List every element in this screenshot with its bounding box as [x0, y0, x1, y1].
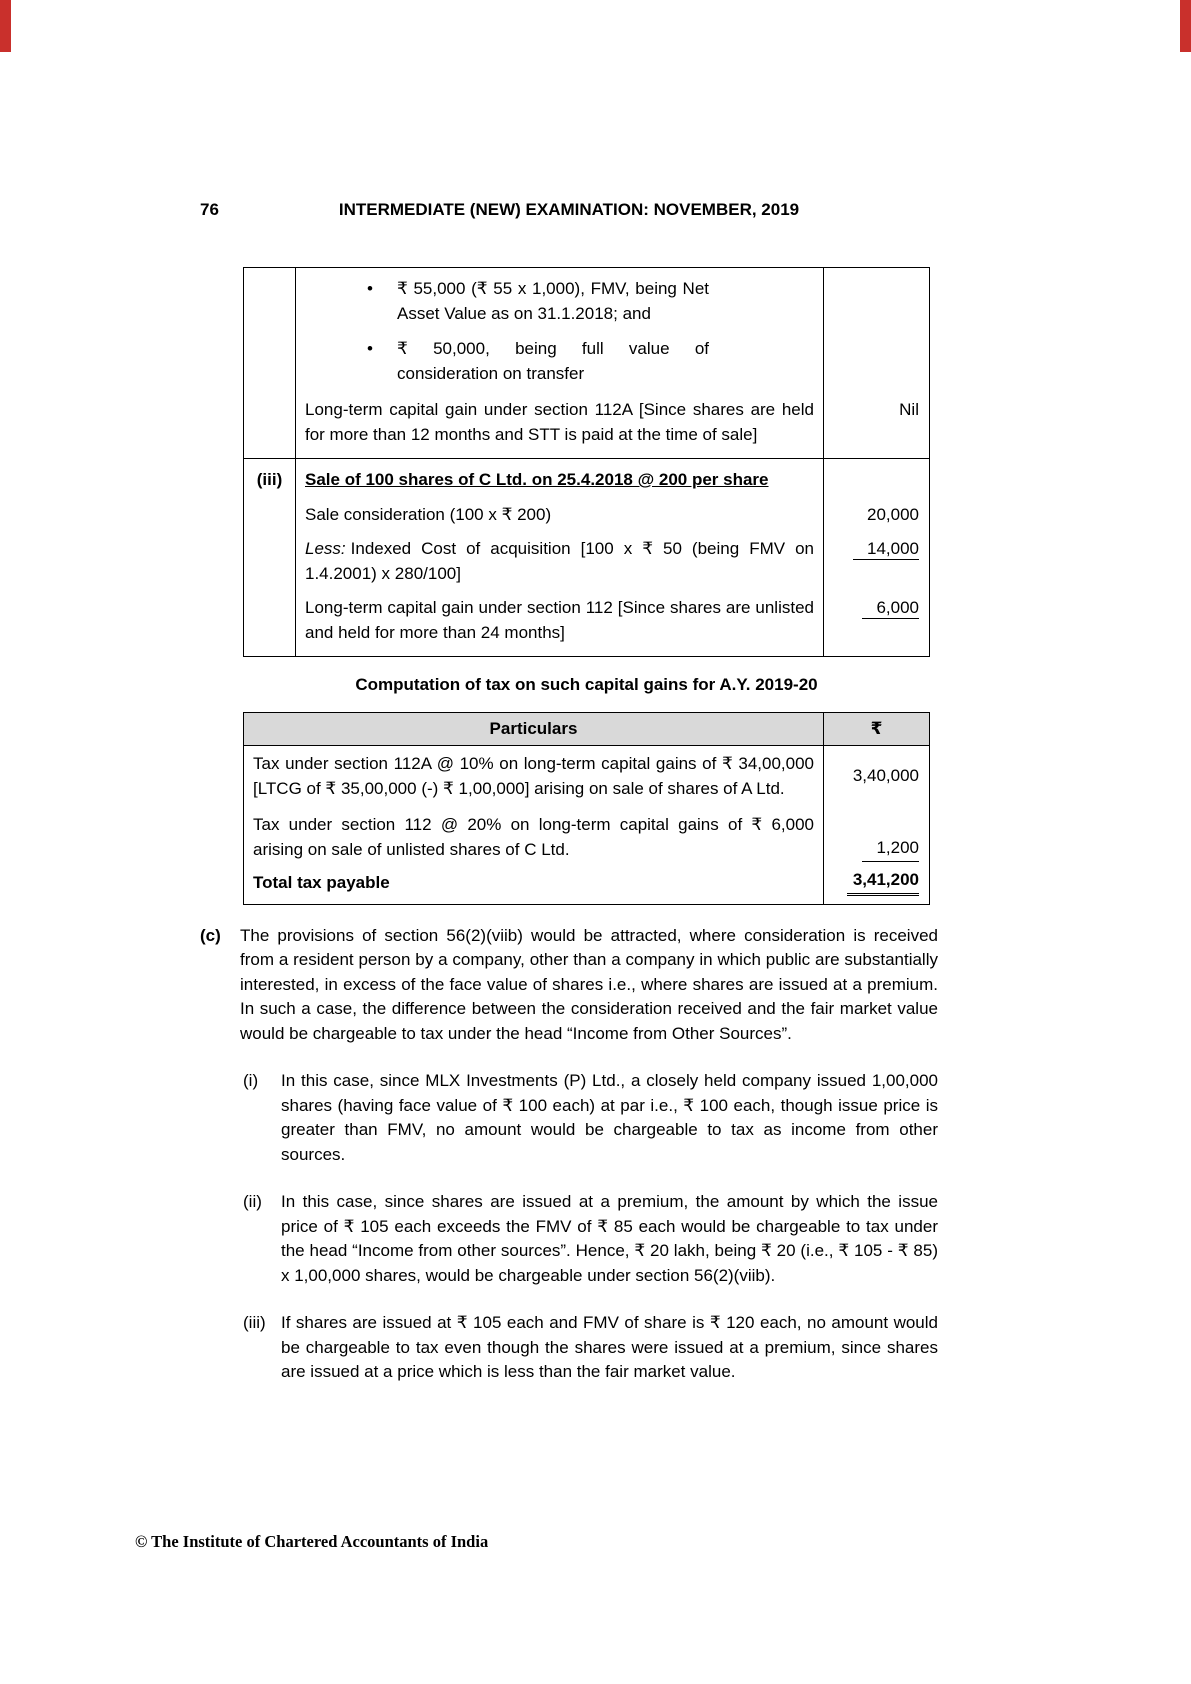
- copyright-footer: © The Institute of Chartered Accountants of India: [135, 1532, 489, 1551]
- ltcg-112-amount: 6,000: [862, 598, 919, 619]
- table-row-sale-consideration: [244, 498, 929, 533]
- bullet-text: ₹ 55,000 (₹ 55 x 1,000), FMV, being Net Asset Value as on 31.1.2018; and: [397, 279, 709, 323]
- tax-row-112: [244, 807, 929, 868]
- page-header: [200, 198, 938, 223]
- exam-title: INTERMEDIATE (NEW) EXAMINATION: NOVEMBER, 2019: [338, 200, 800, 219]
- tax-112-amount: 1,200: [862, 836, 919, 863]
- amount-cell: [823, 459, 929, 498]
- tax-computation-table: [243, 712, 930, 905]
- item-label-cell: [244, 591, 296, 656]
- less-indexed-cost-cell: [296, 532, 823, 591]
- item-label-cell: [244, 498, 296, 533]
- ltcg-112a-text: Long-term capital gain under section 112A [Since shares are held for more than 12 months and STT is paid at the time of sale]: [305, 400, 814, 444]
- sale-consideration-amount: 20,000: [823, 498, 929, 533]
- ltcg-112-text: Long-term capital gain under section 112 [Since shares are unlisted and held for more than 24 months]: [305, 598, 814, 642]
- item-label-cell: [244, 532, 296, 591]
- tax-112a-text: Tax under section 112A @ 10% on long-term capital gains of ₹ 34,00,000 [LTCG of ₹ 35,00,000 (-) ₹ 1,00,000] arising on sale of shares of A Ltd.: [253, 754, 814, 798]
- less-amount-cell: [823, 532, 929, 591]
- item-i-text: In this case, since MLX Investments (P) Ltd., a closely held company issued 1,00,000 shares (having face value of ₹ 100 each) at par i.e., ₹ 100 each, though issue price is greater than FMV, no amount would be chargeable to tax as income from other sources.: [281, 1071, 938, 1164]
- table-row-ltcg-112: [244, 591, 929, 656]
- less-prefix: Less:: [305, 539, 346, 558]
- table-row-bullets: [244, 268, 929, 393]
- header-rupee: ₹: [823, 713, 929, 746]
- answer-c-item-i: [243, 1069, 938, 1167]
- less-indexed-cost-amount: 14,000: [853, 539, 919, 560]
- tax-112a-amount: 3,40,000: [852, 766, 919, 786]
- answer-c-text: The provisions of section 56(2)(viib) would be attracted, where consideration is received from a resident person by a company, other than a company in which public are substantially interested, in excess of the face value of shares i.e., where shares are issued at a premium. In such a case, the difference between the consideration received and the fair market value would be chargeable to tax under the head “Income from Other Sources”.: [240, 925, 938, 1043]
- answer-c-item-ii: [243, 1190, 938, 1288]
- bullet-text: ₹ 50,000, being full value of consideration on transfer: [397, 339, 709, 383]
- bullet-item: [367, 337, 709, 386]
- answer-c-label: (c): [200, 925, 221, 945]
- red-corner-mark-left: [0, 0, 11, 52]
- page-content: [200, 198, 938, 1385]
- tax-112a-amount-cell: [823, 746, 929, 807]
- table-row-item-iii-heading: [244, 458, 929, 498]
- total-tax-amount-cell: [823, 868, 929, 904]
- bullet-item: [367, 277, 709, 326]
- tax-table-header: [244, 713, 929, 747]
- ltcg-112-amount-cell: [823, 591, 929, 656]
- red-corner-mark-right: [1180, 0, 1191, 52]
- table-row-ltcg-112a: [244, 393, 929, 458]
- less-indexed-cost-text: Indexed Cost of acquisition [100 x ₹ 50 (being FMV on 1.4.2001) x 280/100]: [305, 539, 814, 583]
- tax-computation-title: Computation of tax on such capital gains for A.Y. 2019-20: [355, 675, 818, 694]
- item-iii-heading: Sale of 100 shares of C Ltd. on 25.4.2018 @ 200 per share: [305, 470, 769, 489]
- table-row-less-indexed-cost: [244, 532, 929, 591]
- bullets-cell: [296, 268, 823, 393]
- answer-c-paragraph: [200, 924, 938, 1047]
- tax-112-amount-cell: [823, 807, 929, 868]
- item-iii-heading-cell: [296, 459, 823, 498]
- item-iii-body-text: If shares are issued at ₹ 105 each and FMV of share is ₹ 120 each, no amount would be chargeable to tax even though the shares were issued at a premium, since shares are issued at a price which is less than the fair market value.: [281, 1313, 938, 1381]
- item-label-cell: [244, 268, 296, 393]
- page-number: 76: [200, 200, 219, 219]
- item-iii-body-label: (iii): [243, 1313, 266, 1332]
- tax-112-text: Tax under section 112 @ 20% on long-term capital gains of ₹ 6,000 arising on sale of unlisted shares of C Ltd.: [253, 815, 814, 859]
- item-ii-label: (ii): [243, 1192, 262, 1211]
- answer-c-item-iii: [243, 1311, 938, 1385]
- header-particulars: Particulars: [489, 718, 578, 738]
- sale-consideration-text: Sale consideration (100 x ₹ 200): [305, 504, 552, 524]
- amount-cell: [823, 268, 929, 393]
- bullet-icon: •: [367, 279, 373, 298]
- total-tax-amount: 3,41,200: [847, 868, 919, 896]
- item-i-label: (i): [243, 1071, 259, 1090]
- bullet-icon: •: [367, 339, 373, 358]
- item-ii-text: In this case, since shares are issued at a premium, the amount by which the issue price of ₹ 105 each exceeds the FMV of ₹ 85 each would be chargeable to tax under the head “Income from other sources”. Hence, ₹ 20 lakh, being ₹ 20 (i.e., ₹ 105 - ₹ 85) x 1,00,000 shares, would be chargeable under section 56(2)(viib).: [281, 1192, 938, 1285]
- item-iii-label: (iii): [244, 459, 296, 498]
- item-label-cell: [244, 393, 296, 458]
- tax-total-row: [244, 868, 929, 904]
- ltcg-112a-amount: Nil: [823, 393, 929, 458]
- total-tax-label: Total tax payable: [253, 873, 390, 892]
- tax-row-112a: [244, 746, 929, 807]
- capital-gains-table: [243, 267, 930, 657]
